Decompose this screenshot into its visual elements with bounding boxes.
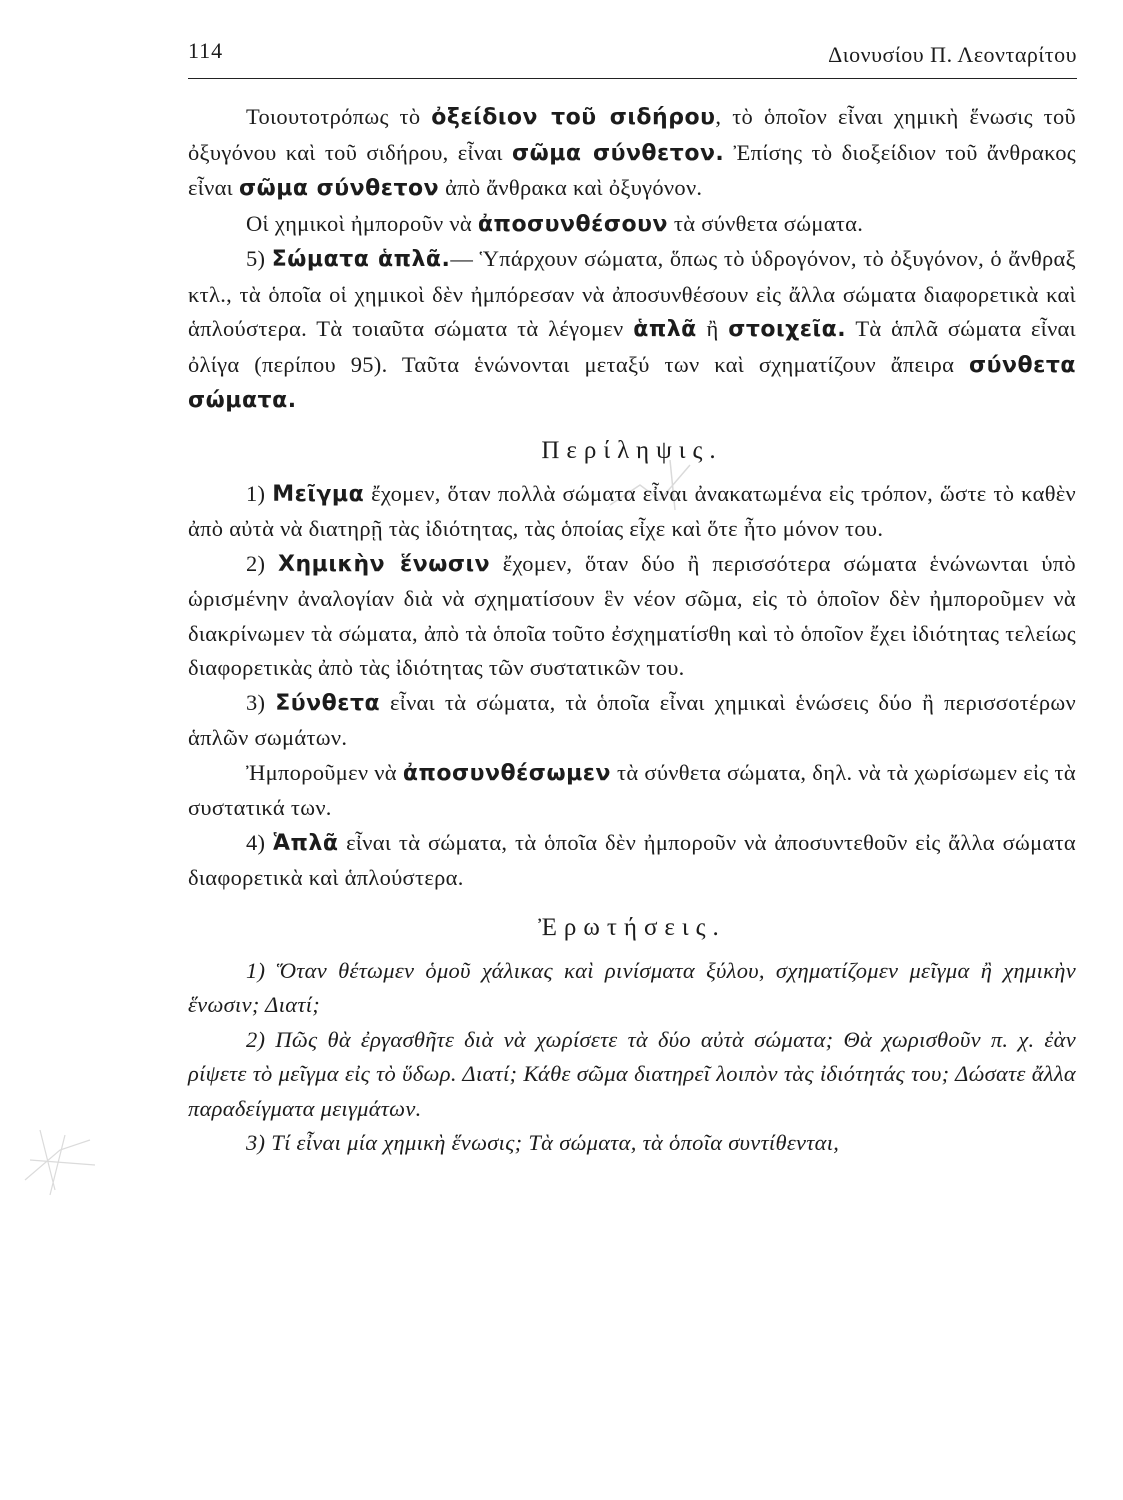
text-run: 1) — [246, 480, 273, 506]
bold-term: στοιχεῖα. — [728, 317, 847, 342]
text-run: 2) — [246, 550, 278, 576]
running-title: Διονυσίου Π. Λεονταρίτου — [828, 42, 1077, 67]
question-3: 3) Τί εἶναι μία χημικὴ ἕνωσις; Τὰ σώματα, τὰ ὁποῖα συντίθενται, — [246, 1130, 840, 1155]
text-run: ἀπὸ ἄνθρακα καὶ ὀξυγόνον. — [439, 175, 703, 200]
bold-term: Σώματα ἁπλᾶ. — [271, 247, 451, 272]
page-body — [188, 100, 1076, 1161]
summary-item-decompose — [188, 756, 1076, 826]
paragraph-simple-bodies — [188, 242, 1076, 419]
questions-heading: Ἐρωτήσεις. — [538, 913, 726, 941]
paragraph-decompose — [188, 207, 1076, 243]
bold-term: σῶμα σύνθετον — [238, 176, 440, 201]
bold-term: Σύνθετα — [275, 690, 381, 716]
text-run: — Ὑπάρχουν σώματα, ὅπως τὸ ὑδρογόνον, τὸ ὀξυγόνον, ὁ ἄνθραξ κτλ., τὰ ὁποῖα οἱ χημικοὶ δὲν ἠμπόρεσαν νὰ ἀποσυνθέσουν εἰς ἄλλα σώματα διαφορετικὰ καὶ ἁπλούστερα. Τὰ τοιαῦτα σώματα τὰ λέγομεν — [188, 246, 1076, 341]
text-run: 5) — [246, 246, 272, 271]
text-run: ἢ — [696, 316, 729, 341]
bold-term: Μεῖγμα — [272, 481, 365, 507]
bold-term: σῶμα σύνθετον. — [511, 140, 725, 166]
text-run: 3) — [246, 689, 276, 715]
text-run: εἶναι τὰ σώματα, τὰ ὁποῖα δὲν ἠμποροῦν νὰ ἀποσυντεθοῦν εἰς ἄλλα σώματα διαφορετικὰ καὶ ἁπλούστερα. — [188, 829, 1076, 890]
bold-term: ἀποσυνθέσωμεν — [402, 760, 611, 786]
text-run: Ἠμποροῦμεν νὰ — [246, 759, 403, 785]
text-run: εἶναι τὰ σώματα, τὰ ὁποῖα εἶναι χημικαὶ ἑνώσεις δύο ἢ περισσοτέρων ἁπλῶν σωμάτων. — [188, 689, 1076, 750]
summary-item-chemical-compound — [188, 547, 1076, 686]
summary-item-simple — [188, 826, 1076, 896]
text-run: τὰ σύνθετα σώματα. — [667, 210, 864, 236]
text-run: , τὸ ὁποῖον εἶναι χημικὴ ἕνωσις τοῦ ὀξυγόνου καὶ τοῦ σιδήρου, εἶναι — [188, 104, 1076, 165]
text-run: Οἱ χημικοὶ ἠμποροῦν νὰ — [246, 210, 478, 236]
pencil-mark-icon — [600, 455, 720, 515]
questions-list — [188, 954, 1076, 1161]
bold-term: Ἁπλᾶ — [273, 830, 339, 856]
text-run: τὰ σύνθετα σώματα, δηλ. νὰ τὰ χωρίσωμεν εἰς τὰ συστατικά των. — [188, 759, 1076, 820]
bold-term: ἁπλᾶ — [633, 317, 697, 342]
bold-term: ὀξείδιον τοῦ σιδήρου — [431, 105, 716, 130]
page-header — [188, 38, 1077, 79]
text-run: Τὰ ἁπλᾶ σώματα εἶναι ὀλίγα (περίπου 95). Ταῦτα ἑνώνονται μεταξύ των καὶ σχηματίζουν ἄπειρα — [188, 316, 1076, 377]
question-2: 2) Πῶς θὰ ἐργασθῆτε διὰ νὰ χωρίσετε τὰ δύο αὐτὰ σώματα; Θὰ χωρισθοῦν π. χ. ἐὰν ρίψετε τὸ μεῖγμα εἰς τὸ ὕδωρ. Διατί; Κάθε σῶμα διατηρεῖ λοιπὸν τὰς ἰδιότητάς του; Δώσατε ἄλλα παραδείγματα μειγμάτων. — [188, 1026, 1076, 1121]
bold-term: σύνθετα σώματα. — [188, 352, 1076, 413]
margin-scribble-icon — [20, 1120, 100, 1200]
text-run: Τοιουτοτρόπως τὸ — [246, 104, 432, 129]
page-number: 114 — [188, 38, 224, 63]
text-run: ἔχομεν, ὅταν δύο ἢ περισσότερα σώματα ἑνώνωνται ὑπὸ ὡρισμένην ἀναλογίαν διὰ νὰ σχηματίσουν ἓν νέον σῶμα, εἰς τὸ ὁποῖον δὲν ἠμποροῦμεν νὰ διακρίνωμεν τὰ σώματα, ἀπὸ τὰ ὁποῖα τοῦτο ἐσχηματίσθη καὶ τὸ ὁποῖον ἔχει ἰδιότητας τελείως διαφορετικὰς ἀπὸ τὰς ἰδιότητας τῶν συστατικῶν του. — [188, 550, 1076, 680]
question-1: 1) Ὅταν θέτωμεν ὁμοῦ χάλικας καὶ ρινίσματα ξύλου, σχηματίζομεν μεῖγμα ἢ χημικὴν ἕνωσιν; Διατί; — [188, 957, 1076, 1017]
summary-heading: Περίληψις. — [541, 436, 723, 464]
bold-term: Χημικὴν ἕνωσιν — [278, 551, 491, 577]
text-run: ἔχομεν, ὅταν πολλὰ σώματα εἶναι ἀνακατωμένα εἰς τρόπον, ὥστε τὸ καθὲν ἀπὸ αὐτὰ νὰ διατηρῇ τὰς ἰδιότητας, τὰς ὁποίας εἶχε καὶ ὅτε ἦτο μόνον του. — [188, 480, 1076, 541]
text-run: Ἐπίσης τὸ διοξείδιον τοῦ ἄνθρακος εἶναι — [188, 139, 1076, 200]
paragraph-compound-examples — [188, 100, 1076, 207]
summary-item-compound — [188, 686, 1076, 756]
bold-term: ἀποσυνθέσουν — [477, 211, 668, 237]
text-run: 4) — [246, 829, 274, 855]
